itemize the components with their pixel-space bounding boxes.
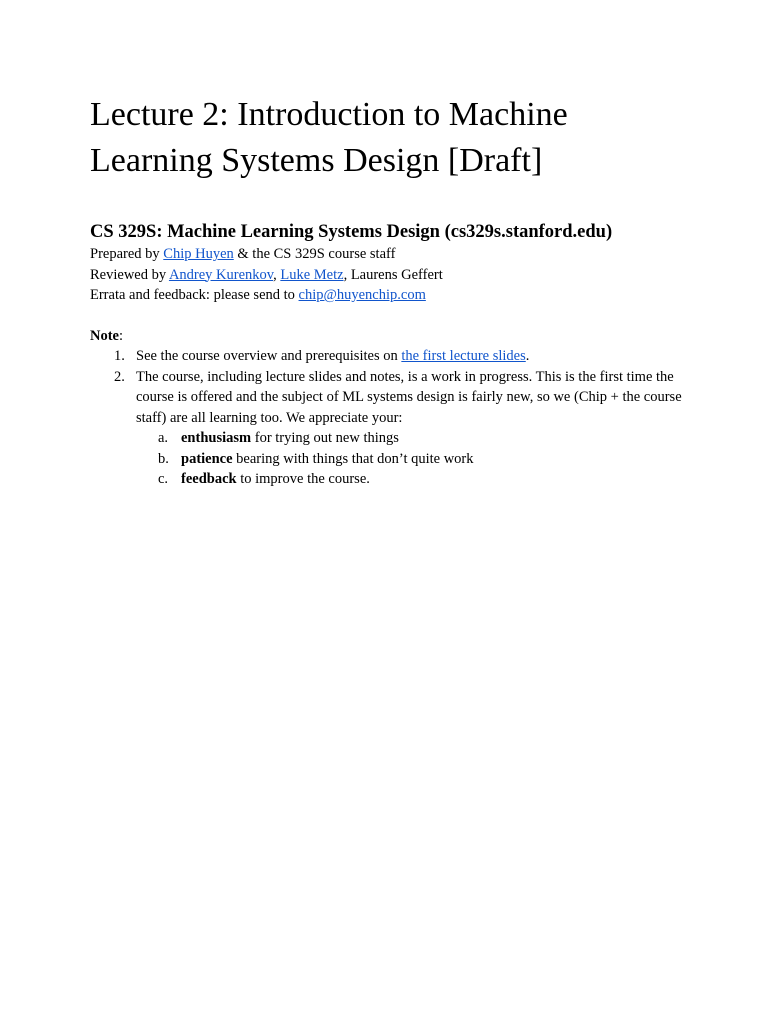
appreciation-list (136, 428, 690, 490)
first-lecture-slides-link[interactable]: the first lecture slides (401, 348, 526, 364)
list-item: 2. The course, including lecture slides and notes, is a work in progress. This is the first time the course is offered and the subject of ML systems design is fairly new, so we (Chip + the course staff) are all learning too. We appreciate your: a. enthusiasm for trying out new things b. patience bearing with things that don’t quite work c. feedback to improve the course. (90, 367, 690, 490)
errata-line: Errata and feedback: please send to chip@huyenchip.com (90, 287, 426, 303)
notes-list (90, 346, 690, 490)
prepared-by-line: Prepared by Chip Huyen & the CS 329S course staff (90, 246, 396, 262)
luke-metz-link[interactable]: Luke Metz (280, 266, 344, 283)
note-heading: Note: (90, 327, 124, 344)
document-meta (90, 244, 690, 306)
document-page (90, 92, 690, 490)
list-item: c. feedback to improve the course. (158, 471, 370, 487)
page-title: Lecture 2: Introduction to Machine Learning Systems Design [Draft] (90, 96, 568, 179)
list-item: 1. See the course overview and prerequisites on the first lecture slides. (114, 348, 530, 364)
reviewed-by-line: Reviewed by Andrey Kurenkov, Luke Metz, Laurens Geffert (90, 266, 443, 283)
andrey-kurenkov-link[interactable]: Andrey Kurenkov (168, 266, 274, 283)
list-item: b. patience bearing with things that don’t quite work (158, 450, 474, 467)
email-link[interactable]: chip@huyenchip.com (298, 287, 426, 303)
chip-huyen-link[interactable]: Chip Huyen (163, 246, 234, 262)
course-subtitle: CS 329S: Machine Learning Systems Design (cs329s.stanford.edu) (90, 222, 613, 242)
list-item: a. enthusiasm for trying out new things (158, 430, 399, 446)
